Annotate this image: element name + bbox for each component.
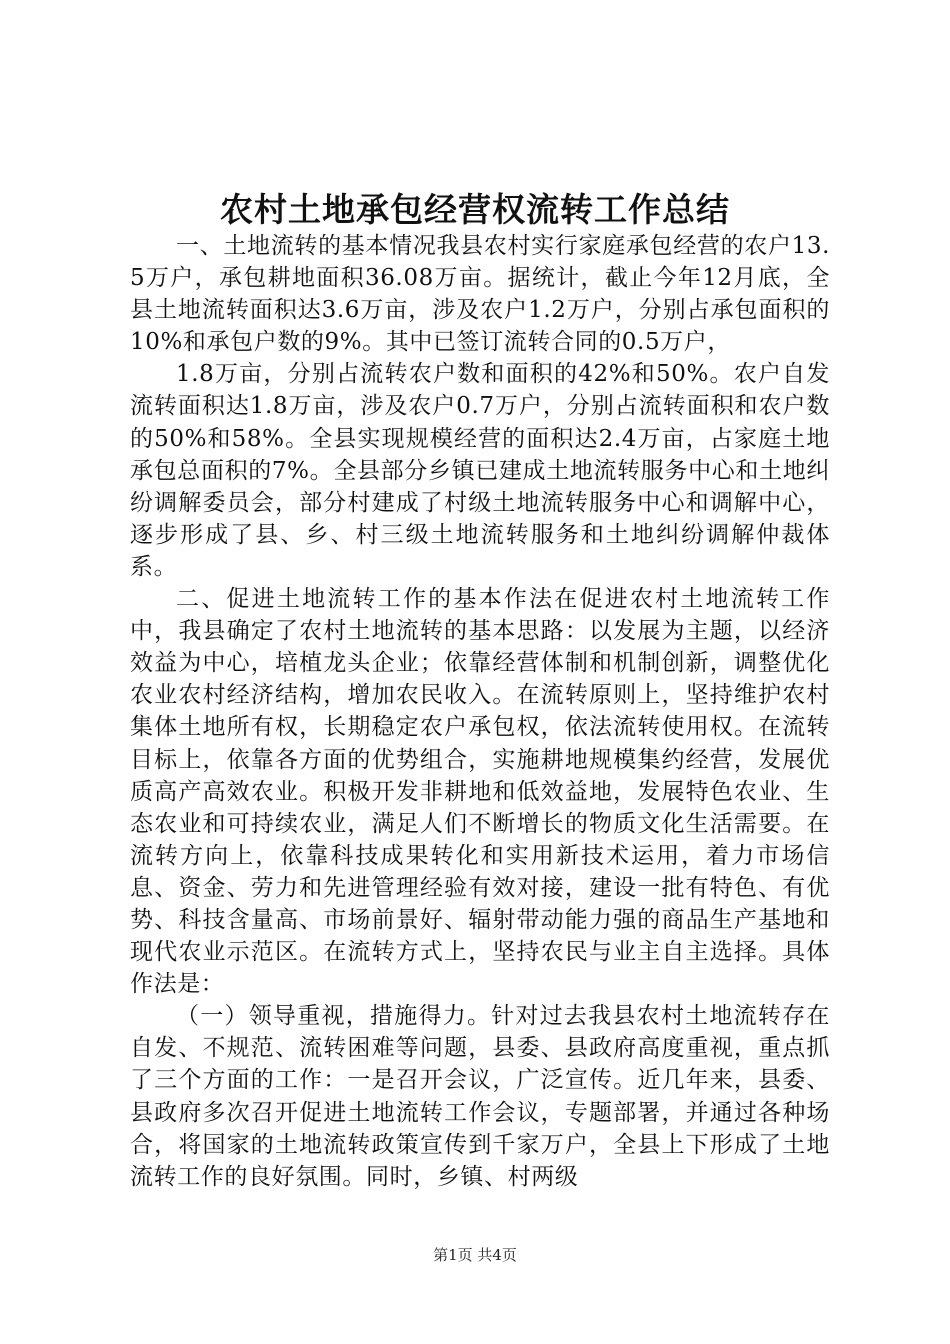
page-number-footer: 第1页 共4页 [433,1246,517,1264]
paragraph-leadership-measures: （一）领导重视，措施得力。针对过去我县农村土地流转存在自发、不规范、流转困难等问题，县委、县政府高度重视，重点抓了三个方面的工作：一是召开会议，广泛宣传。近几年来，县委、县政府多次召开促进土地流转工作会议，专题部署，并通过各种场合，将国家的土地流转政策宣传到千家万户，全县上下形成了土地流转工作的良好氛围。同时，乡镇、村两级 [130,1003,830,1190]
document-body [130,230,830,1193]
paragraph-transfer-statistics: 1.8万亩，分别占流转农户数和面积的42%和50%。农户自发流转面积达1.8万亩，涉及农户0.7万户，分别占流转面积和农户数的50%和58%。全县实现规模经营的面积达2.4万亩，占家庭土地承包总面积的7%。全县部分乡镇已建成土地流转服务中心和土地纠纷调解委员会，部分村建成了村级土地流转服务中心和调解中心，逐步形成了县、乡、村三级土地流转服务和土地纠纷调解仲裁体系。 [130,361,830,580]
paragraph-basic-approach: 二、促进土地流转工作的基本作法在促进农村土地流转工作中，我县确定了农村土地流转的基本思路：以发展为主题，以经济效益为中心，培植龙头企业；依靠经营体制和机制创新，调整优化农业农村经济结构，增加农民收入。在流转原则上，坚持维护农村集体土地所有权，长期稳定农户承包权，依法流转使用权。在流转目标上，依靠各方面的优势组合，实施耕地规模集约经营，发展优质高产高效农业。积极开发非耕地和低效益地，发展特色农业、生态农业和可持续农业，满足人们不断增长的物质文化生活需要。在流转方向上，依靠科技成果转化和实用新技术运用，着力市场信息、资金、劳力和先进管理经验有效对接，建设一批有特色、有优势、科技含量高、市场前景好、辐射带动能力强的商品生产基地和现代农业示范区。在流转方式上，坚持农民与业主自主选择。具体作法是： [130,586,830,998]
document-title: 农村土地承包经营权流转工作总结 [220,190,730,229]
paragraph-land-transfer-overview: 一、土地流转的基本情况我县农村实行家庭承包经营的农户13.5万户，承包耕地面积36.08万亩。据统计，截止今年12月底，全县土地流转面积达3.6万亩，涉及农户1.2万户，分别占承包面积的10%和承包户数的9%。其中已签订流转合同的0.5万户， [130,233,830,356]
